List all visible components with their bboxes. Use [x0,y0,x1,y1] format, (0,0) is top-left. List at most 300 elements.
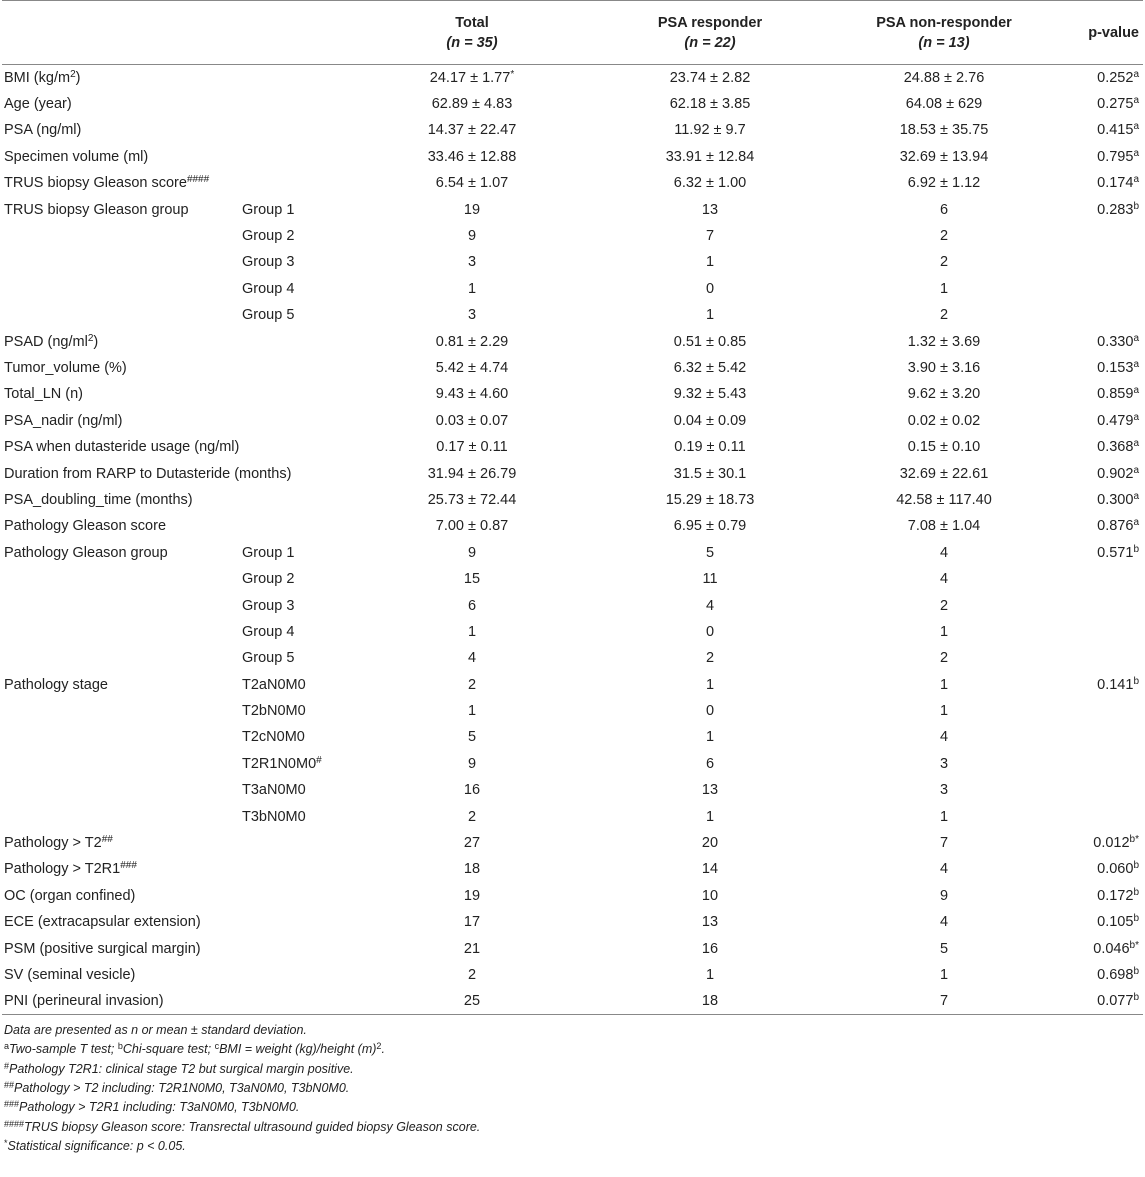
responder-cell [576,671,844,697]
responder-value: 0 [705,623,715,640]
row-label: OC (organ confined) [4,887,136,904]
total-cell [368,698,576,724]
total-value: 1 [467,703,477,720]
non-responder-cell [844,619,1044,645]
total-cell [368,91,576,117]
responder-value: 16 [701,940,719,957]
total-value: 9.43 ± 4.60 [435,386,509,403]
footnote-marker: 2 [376,1041,382,1052]
p-value-cell [1044,328,1143,354]
responder-value: 0 [705,280,715,297]
header-total-label: Total [455,14,489,31]
p-value: 0.859 [1097,386,1134,403]
row-label-cell [2,751,238,777]
p-value-cell [1044,276,1143,302]
total-cell [368,276,576,302]
row-label: SV (seminal vesicle) [4,966,136,983]
header-non-responder-n: (n = 13) [918,34,970,51]
responder-cell [576,170,844,196]
p-value-cell [1044,513,1143,539]
total-value: 16 [463,782,481,799]
non-responder-cell [844,513,1044,539]
p-value: 0.252 [1097,69,1134,86]
row-label-cell [2,223,238,249]
total-cell [368,196,576,222]
header-p-value: p-value [1044,1,1143,65]
total-cell [368,487,576,513]
table-row [2,144,1143,170]
p-value-marker: a [1133,332,1139,344]
row-subgroup-cell [238,144,368,170]
non-responder-value: 4 [939,571,949,588]
non-responder-cell [844,408,1044,434]
non-responder-cell [844,803,1044,829]
non-responder-value: 1 [939,676,949,693]
row-label-marker: 2 [87,332,94,344]
row-label: Pathology > T2 [4,835,102,852]
non-responder-value: 4 [939,861,949,878]
table-row [2,566,1143,592]
p-value: 0.153 [1097,359,1134,376]
responder-value: 2 [705,650,715,667]
row-subgroup: Group 4 [242,623,295,640]
p-value-cell [1044,830,1143,856]
non-responder-cell [844,355,1044,381]
row-subgroup: T2bN0M0 [242,703,306,720]
table-row [2,302,1143,328]
non-responder-cell [844,276,1044,302]
header-row [2,1,1143,65]
non-responder-value: 6 [939,201,949,218]
p-value: 0.571 [1097,544,1134,561]
non-responder-value: 32.69 ± 13.94 [899,148,989,165]
non-responder-value: 1 [939,280,949,297]
non-responder-cell [844,566,1044,592]
total-value: 5.42 ± 4.74 [435,359,509,376]
table-footnotes [2,1015,1143,1156]
total-cell [368,751,576,777]
responder-cell [576,223,844,249]
responder-cell [576,909,844,935]
footnote-line [4,1098,1143,1117]
non-responder-cell [844,909,1044,935]
p-value: 0.141 [1097,676,1134,693]
row-subgroup-cell [238,170,368,196]
table-row [2,751,1143,777]
total-cell [368,962,576,988]
row-subgroup: Group 3 [242,597,295,614]
row-label: Total_LN (n) [4,386,83,403]
non-responder-cell [844,988,1044,1014]
row-subgroup-cell [238,91,368,117]
total-cell [368,777,576,803]
non-responder-value: 5 [939,940,949,957]
p-value-marker: b [1133,992,1139,1004]
total-value: 15 [463,571,481,588]
responder-value: 1 [705,676,715,693]
footnote-line [4,1079,1143,1098]
p-value: 0.876 [1097,518,1134,535]
table-row [2,698,1143,724]
row-subgroup-cell [238,592,368,618]
responder-cell [576,592,844,618]
responder-cell [576,566,844,592]
row-label: PSA (ng/ml) [4,122,82,139]
total-cell [368,856,576,882]
header-total-n: (n = 35) [446,34,498,51]
header-total [368,1,576,65]
total-cell [368,935,576,961]
p-value: 0.283 [1097,201,1134,218]
p-value-marker: a [1133,68,1139,80]
non-responder-cell [844,196,1044,222]
total-value: 19 [463,887,481,904]
non-responder-value: 32.69 ± 22.61 [899,465,989,482]
total-value: 18 [463,861,481,878]
total-cell [368,883,576,909]
responder-cell [576,302,844,328]
non-responder-cell [844,249,1044,275]
footnote-marker: c [214,1041,220,1052]
total-cell [368,381,576,407]
non-responder-value: 4 [939,544,949,561]
non-responder-value: 2 [939,650,949,667]
responder-cell [576,249,844,275]
header-empty-2 [238,1,368,65]
row-label-cell [2,724,238,750]
total-value: 7.00 ± 0.87 [435,518,509,535]
row-subgroup: T2cN0M0 [242,729,305,746]
p-value-cell [1044,196,1143,222]
responder-value: 5 [705,544,715,561]
table-row [2,592,1143,618]
total-cell [368,249,576,275]
total-cell [368,803,576,829]
p-value: 0.479 [1097,412,1134,429]
total-value: 6.54 ± 1.07 [435,175,509,192]
row-label-marker: 2 [70,68,76,80]
non-responder-value: 18.53 ± 35.75 [899,122,989,139]
row-label-cell [2,91,238,117]
row-subgroup-cell [238,566,368,592]
p-value-cell [1044,355,1143,381]
total-value: 3 [467,307,477,324]
non-responder-value: 2 [939,307,949,324]
responder-value: 6.32 ± 5.42 [673,359,747,376]
non-responder-cell [844,328,1044,354]
total-cell [368,566,576,592]
responder-cell [576,962,844,988]
footnote-text: Statistical significance: p < 0.05. [7,1138,186,1153]
total-value: 2 [467,676,477,693]
p-value: 0.172 [1097,887,1134,904]
row-label: Pathology stage [4,676,108,693]
non-responder-value: 2 [939,597,949,614]
responder-value: 0.51 ± 0.85 [673,333,747,350]
row-label-cell [2,144,238,170]
row-label-cell [2,460,292,486]
row-label: PSA when dutasteride usage (ng/ml) [4,439,240,456]
responder-cell [576,751,844,777]
total-cell [368,170,576,196]
row-subgroup: Group 5 [242,307,295,324]
responder-value: 0.19 ± 0.11 [674,439,746,456]
table-row [2,777,1143,803]
row-label-cell [2,170,238,196]
p-value-marker: a [1133,385,1139,397]
table-row [2,170,1143,196]
data-table [2,0,1143,1015]
total-cell [368,619,576,645]
row-label-marker: #### [186,174,210,186]
responder-value: 14 [701,861,719,878]
table-row [2,540,1143,566]
p-value: 0.012 [1093,835,1130,852]
p-value-marker: a [1133,411,1139,423]
p-value-marker: a [1133,490,1139,502]
row-subgroup-cell [238,645,368,671]
row-subgroup: Group 1 [242,544,295,561]
row-subgroup-cell [238,276,368,302]
p-value-marker: b* [1129,939,1139,951]
total-cell [368,830,576,856]
responder-cell [576,645,844,671]
row-label-cell [2,487,238,513]
row-label-cell [2,935,238,961]
footnote-marker: b [117,1041,123,1052]
responder-cell [576,434,844,460]
row-subgroup-cell [238,540,368,566]
row-subgroup: T2R1N0M0 [242,755,317,772]
row-label: Pathology Gleason group [4,544,168,561]
non-responder-cell [844,777,1044,803]
non-responder-value: 1 [939,623,949,640]
total-value: 0.17 ± 0.11 [436,439,508,456]
p-value-cell [1044,803,1143,829]
non-responder-cell [844,460,1044,486]
row-label-cell [2,619,238,645]
p-value-marker: a [1133,464,1139,476]
footnote-text: Pathology > T2 including: T2R1N0M0, T3aN0M0, T3bN0M0. [14,1080,350,1095]
non-responder-value: 9.62 ± 3.20 [907,386,981,403]
p-value-cell [1044,434,1143,460]
non-responder-value: 3 [939,782,949,799]
total-cell [368,513,576,539]
row-label-cell [2,962,238,988]
p-value: 0.046 [1093,940,1130,957]
row-subgroup-cell [238,434,368,460]
row-label-cell [2,777,238,803]
non-responder-cell [844,592,1044,618]
row-label-cell [2,909,238,935]
row-subgroup-cell [238,381,368,407]
responder-value: 31.5 ± 30.1 [673,465,747,482]
row-subgroup-cell [238,671,368,697]
non-responder-value: 3.90 ± 3.16 [907,359,981,376]
footnote-line [4,1040,1143,1059]
non-responder-value: 1.32 ± 3.69 [907,333,981,350]
responder-cell [576,935,844,961]
footnote-line [4,1137,1143,1156]
total-value: 2 [467,966,477,983]
total-cell [368,223,576,249]
responder-cell [576,777,844,803]
non-responder-cell [844,935,1044,961]
row-label: PSA_doubling_time (months) [4,491,193,508]
non-responder-cell [844,645,1044,671]
non-responder-value: 7.08 ± 1.04 [907,518,981,535]
non-responder-cell [844,144,1044,170]
table-header [2,1,1143,65]
total-value: 62.89 ± 4.83 [431,96,513,113]
p-value-cell [1044,65,1143,91]
responder-cell [576,487,844,513]
table-row [2,988,1143,1014]
row-label-cell [2,830,238,856]
table-row [2,355,1143,381]
row-label-tail: ) [93,333,99,350]
row-subgroup-cell [238,117,368,143]
footnote-marker: * [4,1137,8,1148]
table-row [2,513,1143,539]
responder-cell [576,65,844,91]
responder-cell [576,328,844,354]
responder-value: 11 [702,571,718,588]
p-value-marker: b [1133,886,1139,898]
row-subgroup-cell [238,223,368,249]
total-cell [368,645,576,671]
p-value-cell [1044,381,1143,407]
header-non-responder [844,1,1044,65]
p-value: 0.275 [1097,96,1134,113]
non-responder-cell [844,830,1044,856]
table-row [2,830,1143,856]
total-cell [368,592,576,618]
row-subgroup-cell [238,513,368,539]
responder-cell [576,355,844,381]
non-responder-cell [844,962,1044,988]
total-value: 5 [467,729,477,746]
p-value: 0.105 [1097,914,1134,931]
table-row [2,883,1143,909]
p-value-cell [1044,619,1143,645]
responder-cell [576,883,844,909]
responder-cell [576,540,844,566]
total-value: 21 [463,940,481,957]
p-value-marker: b [1133,675,1139,687]
table-body [2,65,1143,1015]
row-subgroup: T3bN0M0 [242,808,306,825]
responder-value: 0.04 ± 0.09 [673,412,747,429]
p-value: 0.077 [1097,993,1134,1010]
p-value-marker: a [1133,121,1139,133]
p-value-cell [1044,408,1143,434]
table-row [2,619,1143,645]
table-row [2,65,1143,91]
row-subgroup-cell [238,619,368,645]
total-cell [368,144,576,170]
non-responder-cell [844,91,1044,117]
p-value-cell [1044,460,1143,486]
table-row [2,671,1143,697]
header-responder [576,1,844,65]
responder-value: 4 [705,597,715,614]
responder-value: 13 [701,201,719,218]
non-responder-value: 42.58 ± 117.40 [896,491,992,508]
row-subgroup-cell [238,962,368,988]
p-value-cell [1044,540,1143,566]
non-responder-value: 24.88 ± 2.76 [903,69,985,86]
row-subgroup-cell [238,883,368,909]
p-value: 0.902 [1097,465,1134,482]
non-responder-cell [844,487,1044,513]
footnote-text: . [381,1042,385,1057]
footnote-line [4,1060,1143,1079]
responder-value: 9.32 ± 5.43 [673,386,747,403]
p-value-cell [1044,566,1143,592]
row-subgroup-marker: # [316,754,322,766]
responder-cell [576,513,844,539]
footnote-text: Data are presented as n or mean ± standard deviation. [4,1023,307,1038]
row-subgroup: T2aN0M0 [242,676,306,693]
row-label-cell [2,566,238,592]
footnote-line [4,1021,1143,1040]
responder-value: 13 [701,914,719,931]
table-row [2,856,1143,882]
non-responder-value: 1 [939,808,949,825]
non-responder-cell [844,540,1044,566]
p-value-marker: b [1133,913,1139,925]
p-value: 0.174 [1097,175,1134,192]
total-value: 1 [467,280,477,297]
responder-cell [576,803,844,829]
row-label-cell [2,856,238,882]
row-label-cell [2,408,238,434]
non-responder-cell [844,223,1044,249]
non-responder-value: 1 [939,703,949,720]
table-row [2,962,1143,988]
total-cell [368,328,576,354]
row-label: BMI (kg/m [4,69,71,86]
p-value-cell [1044,302,1143,328]
p-value-cell [1044,592,1143,618]
non-responder-cell [844,65,1044,91]
responder-value: 11.92 ± 9.7 [674,122,746,139]
p-value: 0.368 [1097,439,1134,456]
row-label-cell [2,276,238,302]
row-label-cell [2,117,238,143]
total-cell [368,117,576,143]
footnote-marker: ### [4,1099,20,1110]
responder-value: 6.32 ± 1.00 [673,175,747,192]
table-row [2,935,1143,961]
non-responder-value: 1 [939,966,949,983]
footnote-marker: # [4,1060,10,1071]
row-subgroup-cell [238,830,368,856]
responder-cell [576,196,844,222]
row-label: TRUS biopsy Gleason score [4,175,187,192]
p-value-marker: a [1133,358,1139,370]
row-label: Age (year) [4,96,72,113]
responder-value: 6 [705,755,715,772]
total-value: 9 [467,228,477,245]
responder-value: 1 [705,729,715,746]
row-subgroup-cell [238,935,368,961]
table-row [2,249,1143,275]
row-subgroup-cell [238,724,368,750]
row-label-cell [2,328,238,354]
total-cell [368,408,576,434]
